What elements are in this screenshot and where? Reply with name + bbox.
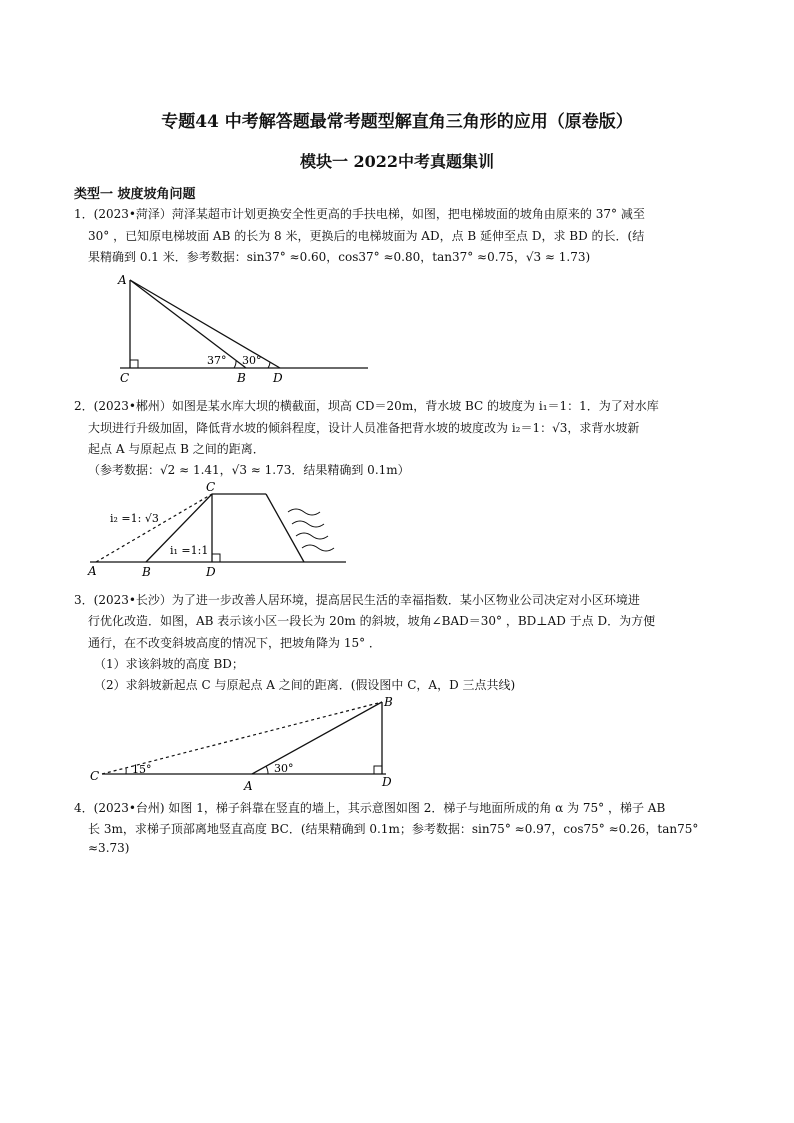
document-title: 专题44 中考解答题最常考题型解直角三角形的应用（原卷版） (161, 112, 633, 132)
angle-label-37: 37° (207, 354, 227, 367)
question-2-line-4: （参考数据：√2 ≈ 1.41，√3 ≈ 1.73．结果精确到 0.1m） (88, 463, 410, 477)
angle-label-15: 15° (132, 763, 152, 776)
question-4-line-3: ≈3.73) (88, 841, 130, 855)
question-2-line-3: 起点 A 与原起点 B 之间的距离． (88, 442, 265, 456)
question-1-line-1: 1．(2023•菏泽）菏泽某超市计划更换安全性更高的手扶电梯，如图，把电梯坡面的坡角由原来的 37° 减至 (74, 207, 645, 221)
point-label-b: B (384, 695, 393, 709)
question-4-line-1: 4．(2023•台州) 如图 1，梯子斜靠在竖直的墙上，其示意图如图 2．梯子与地面所成的角 α 为 75° ，梯子 AB (74, 801, 666, 815)
question-3-figure (86, 694, 398, 792)
slope-label-i2: i₂ =1: √3 (110, 512, 159, 525)
point-label-c: C (206, 480, 216, 494)
question-3-line-3: 通行，在不改变斜坡高度的情况下，把坡角降为 15° ． (88, 636, 381, 650)
question-3-part-1: （1）求该斜坡的高度 BD； (94, 657, 244, 671)
question-3-line-1: 3．(2023•长沙）为了进一步改善人居环境，提高居民生活的幸福指数．某小区物业公司决定对小区环境进 (74, 593, 640, 607)
point-label-c: C (90, 769, 100, 783)
question-1-figure (112, 270, 372, 385)
point-label-b: B (142, 565, 151, 579)
question-4-line-2: 长 3m，求梯子顶部离地竖直高度 BC．(结果精确到 0.1m；参考数据：sin75° ≈0.97，cos75° ≈0.26，tan75° (88, 822, 699, 836)
point-label-d: D (382, 775, 392, 789)
angle-label-30: 30° (242, 354, 262, 367)
question-2-figure (84, 480, 354, 582)
point-label-d: D (206, 565, 216, 579)
question-2-line-2: 大坝进行升级加固，降低背水坡的倾斜程度，设计人员准备把背水坡的坡度改为 i₂＝1：√3，求背水坡新 (88, 421, 640, 435)
question-2-line-1: 2．(2023•郴州）如图是某水库大坝的横截面，坝高 CD＝20m，背水坡 BC 的坡度为 i₁＝1：1．为了对水库 (74, 399, 659, 413)
section-heading: 类型一 坡度坡角问题 (74, 187, 196, 202)
question-3-line-2: 行优化改造．如图，AB 表示该小区一段长为 20m 的斜坡，坡角∠BAD＝30° ，BD⊥AD 于点 D．为方便 (88, 614, 656, 628)
question-1-line-3: 果精确到 0.1 米．参考数据：sin37° ≈0.60，cos37° ≈0.80，tan37° ≈0.75，√3 ≈ 1.73) (88, 250, 591, 264)
question-3-part-2: （2）求斜坡新起点 C 与原起点 A 之间的距离．(假设图中 C，A，D 三点共线) (94, 678, 516, 692)
point-label-a: A (118, 273, 127, 287)
point-label-a: A (244, 779, 253, 792)
angle-label-30: 30° (274, 762, 294, 775)
question-1-line-2: 30° ，已知原电梯坡面 AB 的长为 8 米，更换后的电梯坡面为 AD，点 B 延伸至点 D，求 BD 的长．(结 (88, 229, 645, 243)
point-label-b: B (237, 371, 246, 385)
point-label-a: A (88, 564, 97, 578)
module-heading: 模块一 2022中考真题集训 (299, 152, 495, 171)
point-label-d: D (273, 371, 283, 385)
point-label-c: C (120, 371, 130, 385)
slope-label-i1: i₁ =1:1 (170, 544, 209, 557)
